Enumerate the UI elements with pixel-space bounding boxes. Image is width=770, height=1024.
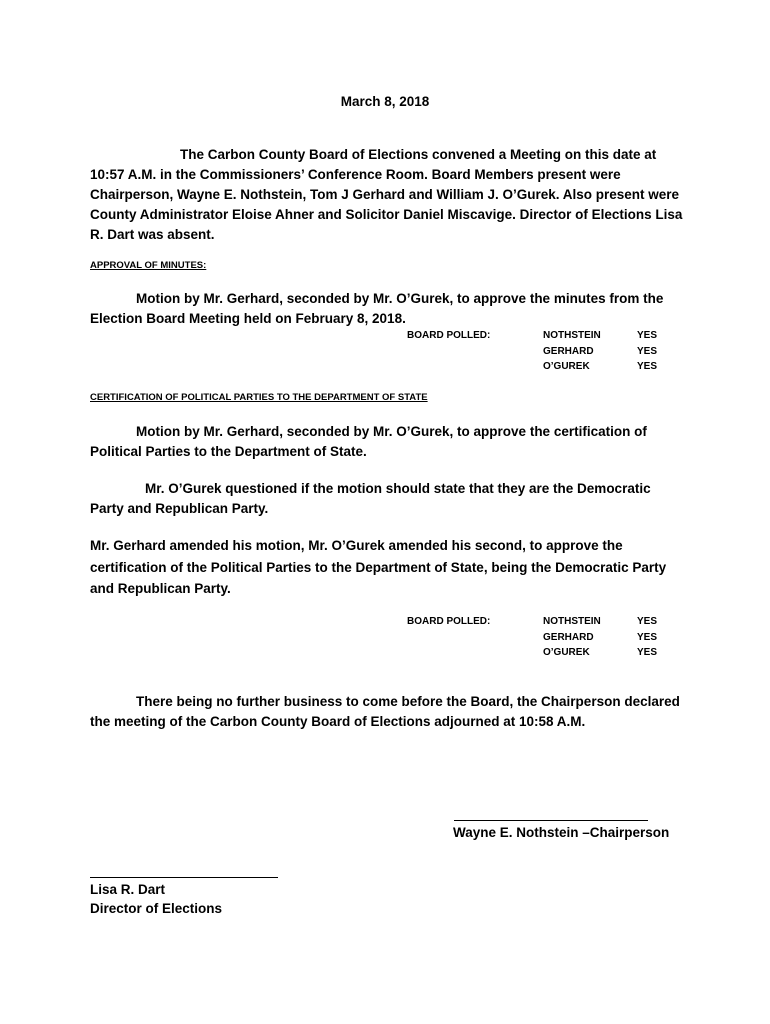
- question-line: Mr. O’Gurek questioned if the motion should state that they are the Democratic: [145, 481, 651, 496]
- motion-line: Motion by Mr. Gerhard, seconded by Mr. O’Gurek, to approve the certification of: [136, 424, 647, 439]
- closing-line: the meeting of the Carbon County Board of Elections adjourned at 10:58 A.M.: [90, 714, 586, 729]
- chair-signature-line: [454, 820, 648, 821]
- poll-vote: YES: [637, 631, 658, 643]
- meeting-date: March 8, 2018: [340, 94, 430, 109]
- poll-member: O’GUREK: [543, 361, 590, 372]
- closing-line: There being no further business to come before the Board, the Chairperson declared: [136, 694, 680, 709]
- poll-members: [543, 328, 601, 375]
- poll-member: NOTHSTEIN: [543, 616, 601, 627]
- poll-vote: YES: [637, 361, 658, 372]
- poll-members: [543, 614, 601, 661]
- motion-line: Election Board Meeting held on February 8, 2018.: [90, 311, 406, 326]
- board-polled-label: BOARD POLLED:: [407, 616, 491, 627]
- intro-paragraph: [90, 145, 690, 245]
- poll-votes: [637, 328, 657, 375]
- amendment-paragraph: [90, 535, 690, 600]
- chair-signature-name: Wayne E. Nothstein –Chairperson: [453, 825, 670, 840]
- amend-line: and Republican Party.: [90, 581, 231, 596]
- closing-paragraph: [90, 692, 690, 732]
- minutes-motion-paragraph: [90, 289, 690, 329]
- poll-member: GERHARD: [543, 631, 594, 643]
- director-signature-line: [90, 877, 278, 878]
- certification-motion-paragraph: [90, 422, 690, 462]
- poll-member: NOTHSTEIN: [543, 330, 601, 341]
- intro-line: Chairperson, Wayne E. Nothstein, Tom J Gerhard and William J. O’Gurek. Also present were: [90, 187, 680, 202]
- intro-line: County Administrator Eloise Ahner and Solicitor Daniel Miscavige. Director of Elections Lisa: [90, 207, 683, 222]
- question-line: Party and Republican Party.: [90, 501, 269, 516]
- poll-vote: YES: [637, 616, 658, 627]
- motion-line: Political Parties to the Department of State.: [90, 444, 367, 459]
- intro-line: The Carbon County Board of Elections convened a Meeting on this date at: [180, 147, 657, 162]
- board-polled-label: BOARD POLLED:: [407, 330, 491, 341]
- certification-heading: CERTIFICATION OF POLITICAL PARTIES TO THE DEPARTMENT OF STATE: [90, 392, 428, 403]
- amend-line: Mr. Gerhard amended his motion, Mr. O’Gurek amended his second, to approve the: [90, 538, 623, 553]
- director-signature-name: Lisa R. Dart: [90, 882, 166, 897]
- intro-line: 10:57 A.M. in the Commissioners’ Conference Room. Board Members present were: [90, 167, 621, 182]
- question-paragraph: [90, 479, 690, 519]
- poll-votes: [637, 614, 657, 661]
- poll-vote: YES: [637, 330, 658, 341]
- poll-member: GERHARD: [543, 345, 594, 357]
- poll-vote: YES: [637, 647, 658, 658]
- director-signature-title: Director of Elections: [90, 901, 223, 916]
- intro-line: R. Dart was absent.: [90, 227, 215, 242]
- poll-vote: YES: [637, 345, 658, 357]
- motion-line: Motion by Mr. Gerhard, seconded by Mr. O’Gurek, to approve the minutes from the: [136, 291, 664, 306]
- poll-member: O’GUREK: [543, 647, 590, 658]
- amend-line: certification of the Political Parties to the Department of State, being the Democratic Party: [90, 559, 667, 575]
- approval-of-minutes-heading: APPROVAL OF MINUTES:: [90, 260, 207, 271]
